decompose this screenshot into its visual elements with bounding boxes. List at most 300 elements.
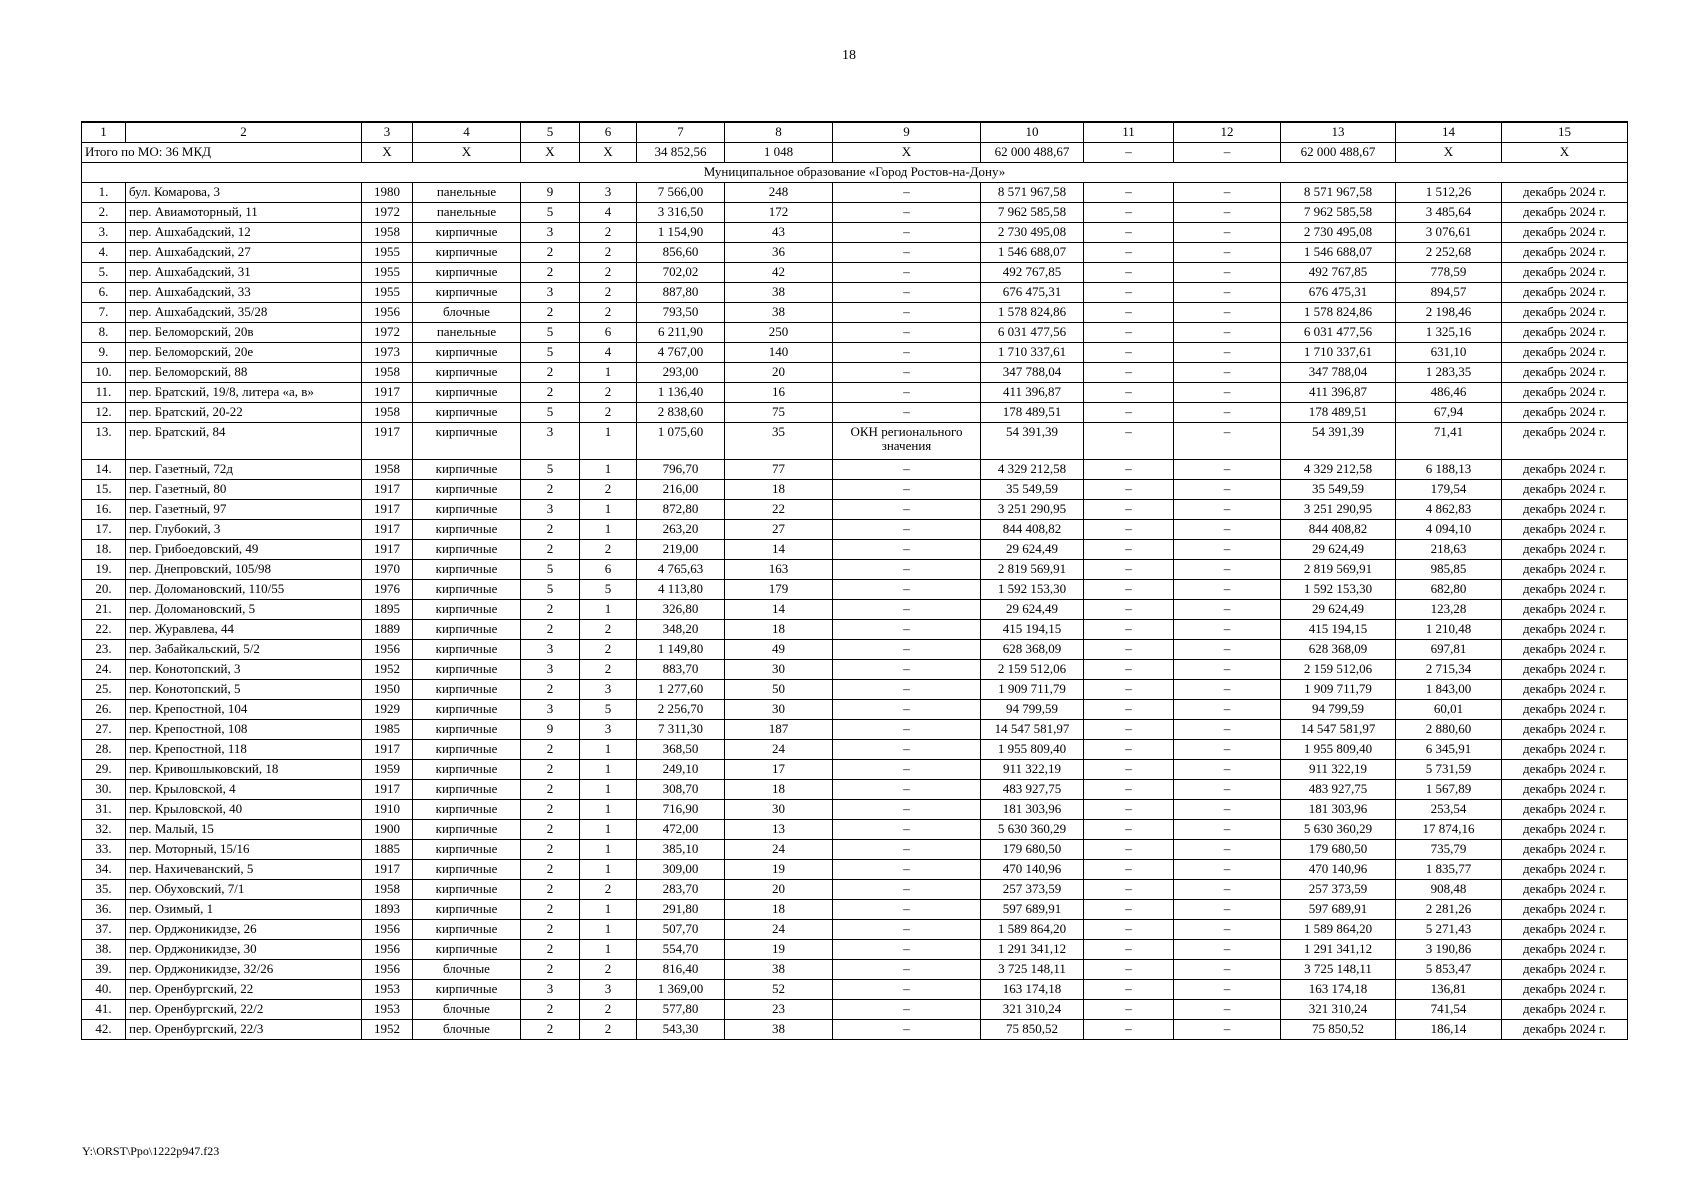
table-row [82,263,1628,283]
table-cell: 2 [580,283,637,303]
table-cell: пер. Орджоникидзе, 26 [126,920,362,940]
table-cell: блочные [413,960,521,980]
table-cell: 631,10 [1396,343,1502,363]
table-cell: – [1174,460,1281,480]
column-number-cell: 3 [362,122,413,143]
table-cell: 1973 [362,343,413,363]
table-cell: – [833,740,981,760]
table-cell: – [833,1020,981,1040]
table-row [82,283,1628,303]
table-cell: 2 [521,860,580,880]
table-cell: 75 850,52 [981,1020,1084,1040]
table-cell: 1953 [362,1000,413,1020]
table-cell: кирпичные [413,900,521,920]
table-cell: декабрь 2024 г. [1502,820,1628,840]
table-cell: декабрь 2024 г. [1502,800,1628,820]
table-cell: 8 571 967,58 [1281,183,1396,203]
table-cell: 9. [82,343,126,363]
table-cell: 18 [725,480,833,500]
table-cell: – [1174,203,1281,223]
table-cell: декабрь 2024 г. [1502,520,1628,540]
table-cell: 1 835,77 [1396,860,1502,880]
table-cell: 22. [82,620,126,640]
table-cell: – [1174,183,1281,203]
table-cell: – [1084,540,1174,560]
table-cell: 54 391,39 [1281,423,1396,460]
table-cell: 24. [82,660,126,680]
table-cell: декабрь 2024 г. [1502,640,1628,660]
table-cell: 1 592 153,30 [1281,580,1396,600]
table-cell: 1 592 153,30 [981,580,1084,600]
table-cell: пер. Крыловской, 40 [126,800,362,820]
table-cell: – [833,820,981,840]
table-cell: пер. Газетный, 80 [126,480,362,500]
table-cell: 1 [580,460,637,480]
table-cell: декабрь 2024 г. [1502,760,1628,780]
table-cell: 3 [521,283,580,303]
table-cell: 2 819 569,91 [1281,560,1396,580]
table-cell: – [1174,760,1281,780]
table-cell: 577,80 [637,1000,725,1020]
table-cell: – [833,900,981,920]
table-cell: кирпичные [413,580,521,600]
table-cell: 35 549,59 [1281,480,1396,500]
table-cell: 1 589 864,20 [1281,920,1396,940]
table-cell: 3 251 290,95 [981,500,1084,520]
table-cell: кирпичные [413,460,521,480]
table-cell: 94 799,59 [1281,700,1396,720]
table-cell: пер. Братский, 20-22 [126,403,362,423]
table-cell: – [1084,560,1174,580]
table-cell: 5 [521,403,580,423]
table-row [82,860,1628,880]
table-cell: – [833,283,981,303]
table-cell: 2 [521,940,580,960]
table-cell: 3 [580,680,637,700]
table-cell: – [833,920,981,940]
table-cell: – [1084,960,1174,980]
table-cell: 368,50 [637,740,725,760]
table-cell: 844 408,82 [981,520,1084,540]
table-cell: 41. [82,1000,126,1020]
total-label: Итого по МО: 36 МКД [82,143,362,163]
table-cell: 179 680,50 [981,840,1084,860]
table-cell: пер. Орджоникидзе, 32/26 [126,960,362,980]
table-cell: 1 578 824,86 [981,303,1084,323]
table-cell: 13 [725,820,833,840]
table-cell: 75 [725,403,833,423]
table-cell: 1955 [362,283,413,303]
table-cell: 2 [580,403,637,423]
table-cell: 2 [521,520,580,540]
table-cell: 5 [580,580,637,600]
table-cell: 17 [725,760,833,780]
column-number-cell: 10 [981,122,1084,143]
table-cell: 19 [725,860,833,880]
table-cell: 33. [82,840,126,860]
table-cell: 908,48 [1396,880,1502,900]
table-cell: пер. Ашхабадский, 31 [126,263,362,283]
total-cell: 34 852,56 [637,143,725,163]
column-number-cell: 14 [1396,122,1502,143]
table-cell: 18. [82,540,126,560]
table-cell: декабрь 2024 г. [1502,580,1628,600]
table-cell: кирпичные [413,343,521,363]
table-cell: 8. [82,323,126,343]
table-cell: 1956 [362,303,413,323]
table-cell: 911 322,19 [1281,760,1396,780]
table-cell: пер. Обуховский, 7/1 [126,880,362,900]
table-cell: декабрь 2024 г. [1502,183,1628,203]
total-cell: 1 048 [725,143,833,163]
table-cell: 3. [82,223,126,243]
table-cell: – [833,500,981,520]
table-cell: 347 788,04 [981,363,1084,383]
total-cell: Х [580,143,637,163]
table-cell: 3 [521,223,580,243]
table-cell: ОКН регионального значения [833,423,981,460]
table-cell: 67,94 [1396,403,1502,423]
table-cell: 3 [521,700,580,720]
table-cell: – [833,403,981,423]
table-cell: 1 546 688,07 [981,243,1084,263]
table-cell: – [1084,383,1174,403]
table-cell: – [1174,920,1281,940]
table-cell: пер. Доломановский, 5 [126,600,362,620]
table-cell: 1 149,80 [637,640,725,660]
table-row [82,880,1628,900]
table-row [82,460,1628,480]
table-cell: 628 368,09 [1281,640,1396,660]
table-cell: 4. [82,243,126,263]
table-cell: – [833,383,981,403]
table-cell: 2 [521,1020,580,1040]
table-cell: 1 136,40 [637,383,725,403]
table-cell: – [833,660,981,680]
table-cell: 887,80 [637,283,725,303]
table-cell: – [1174,263,1281,283]
table-cell: кирпичные [413,800,521,820]
table-cell: – [833,840,981,860]
table-cell: 2 [521,303,580,323]
table-cell: 3 [580,980,637,1000]
table-cell: 163 174,18 [981,980,1084,1000]
table-cell: 4 767,00 [637,343,725,363]
table-cell: пер. Оренбургский, 22/2 [126,1000,362,1020]
table-cell: 8 571 967,58 [981,183,1084,203]
table-cell: 1 710 337,61 [1281,343,1396,363]
table-row [82,540,1628,560]
table-cell: декабрь 2024 г. [1502,243,1628,263]
column-number-cell: 1 [82,122,126,143]
table-row [82,1020,1628,1040]
table-cell: кирпичные [413,980,521,1000]
table-row [82,640,1628,660]
table-cell: 186,14 [1396,1020,1502,1040]
table-cell: 17 874,16 [1396,820,1502,840]
table-cell: 36. [82,900,126,920]
table-cell: 472,00 [637,820,725,840]
table-cell: декабрь 2024 г. [1502,900,1628,920]
table-cell: 5 271,43 [1396,920,1502,940]
table-cell: 1956 [362,940,413,960]
table-cell: – [1084,283,1174,303]
table-cell: 1917 [362,480,413,500]
table-cell: – [1174,640,1281,660]
table-cell: 4 329 212,58 [1281,460,1396,480]
total-cell: – [1084,143,1174,163]
table-cell: 3 [580,183,637,203]
table-cell: декабрь 2024 г. [1502,980,1628,1000]
table-cell: 16 [725,383,833,403]
table-cell: – [1174,223,1281,243]
table-cell: блочные [413,303,521,323]
table-cell: 1 325,16 [1396,323,1502,343]
table-cell: пер. Ашхабадский, 27 [126,243,362,263]
table-cell: 216,00 [637,480,725,500]
table-cell: пер. Братский, 84 [126,423,362,460]
table-cell: 2 [521,920,580,940]
column-number-cell: 6 [580,122,637,143]
table-cell: – [833,1000,981,1020]
table-cell: – [833,880,981,900]
table-cell: 18 [725,900,833,920]
table-cell: декабрь 2024 г. [1502,860,1628,880]
table-cell: 42. [82,1020,126,1040]
table-cell: 309,00 [637,860,725,880]
total-cell: Х [1396,143,1502,163]
table-cell: – [1174,423,1281,460]
table-cell: 29 624,49 [1281,600,1396,620]
table-cell: 38 [725,303,833,323]
table-cell: 4 [580,343,637,363]
table-cell: 483 927,75 [1281,780,1396,800]
table-cell: – [833,203,981,223]
table-cell: – [1174,980,1281,1000]
table-cell: 1 [580,423,637,460]
table-cell: – [833,580,981,600]
table-cell: пер. Оренбургский, 22/3 [126,1020,362,1040]
table-cell: декабрь 2024 г. [1502,323,1628,343]
table-cell: бул. Комарова, 3 [126,183,362,203]
table-cell: 27 [725,520,833,540]
column-number-cell: 5 [521,122,580,143]
table-cell: 1 955 809,40 [981,740,1084,760]
table-cell: 2 [521,900,580,920]
table-cell: пер. Беломорский, 20е [126,343,362,363]
table-cell: 2 [580,263,637,283]
column-number-row [82,122,1628,143]
page-number: 18 [842,48,856,63]
table-cell: – [1174,860,1281,880]
table-cell: 16. [82,500,126,520]
table-cell: 28. [82,740,126,760]
table-cell: 36 [725,243,833,263]
table-cell: – [833,760,981,780]
table-cell: 1910 [362,800,413,820]
table-cell: 5 853,47 [1396,960,1502,980]
table-cell: 6. [82,283,126,303]
table-row [82,680,1628,700]
table-cell: 415 194,15 [1281,620,1396,640]
table-cell: 2 730 495,08 [981,223,1084,243]
table-cell: 6 211,90 [637,323,725,343]
table-cell: 3 [580,720,637,740]
table-cell: 321 310,24 [1281,1000,1396,1020]
table-cell: – [1084,343,1174,363]
table-cell: пер. Грибоедовский, 49 [126,540,362,560]
table-cell: – [1174,960,1281,980]
table-cell: кирпичные [413,403,521,423]
table-cell: 735,79 [1396,840,1502,860]
table-cell: 140 [725,343,833,363]
table-cell: пер. Газетный, 97 [126,500,362,520]
table-cell: 741,54 [1396,1000,1502,1020]
table-cell: кирпичные [413,540,521,560]
table-cell: 1. [82,183,126,203]
table-cell: 543,30 [637,1020,725,1040]
table-cell: – [1174,940,1281,960]
table-cell: 1955 [362,243,413,263]
table-cell: 2 715,34 [1396,660,1502,680]
table-cell: – [1084,720,1174,740]
table-cell: 5 630 360,29 [981,820,1084,840]
table-cell: кирпичные [413,480,521,500]
table-row [82,243,1628,263]
table-cell: декабрь 2024 г. [1502,303,1628,323]
table-cell: – [1084,500,1174,520]
table-cell: 4 [580,203,637,223]
table-cell: 7. [82,303,126,323]
table-cell: декабрь 2024 г. [1502,540,1628,560]
table-cell: 291,80 [637,900,725,920]
table-cell: – [833,540,981,560]
table-cell: декабрь 2024 г. [1502,1000,1628,1020]
table-cell: 2. [82,203,126,223]
table-cell: кирпичные [413,383,521,403]
table-cell: декабрь 2024 г. [1502,780,1628,800]
table-cell: 10. [82,363,126,383]
table-cell: декабрь 2024 г. [1502,480,1628,500]
table-cell: 178 489,51 [1281,403,1396,423]
table-cell: пер. Журавлева, 44 [126,620,362,640]
table-cell: 2 [521,480,580,500]
table-cell: кирпичные [413,560,521,580]
table-cell: 2 252,68 [1396,243,1502,263]
table-cell: – [1174,680,1281,700]
column-number-cell: 4 [413,122,521,143]
table-row [82,343,1628,363]
table-cell: 883,70 [637,660,725,680]
column-number-cell: 13 [1281,122,1396,143]
table-cell: – [1084,980,1174,1000]
table-cell: 219,00 [637,540,725,560]
table-cell: 597 689,91 [1281,900,1396,920]
table-cell: – [1084,183,1174,203]
table-cell: 1 277,60 [637,680,725,700]
table-cell: пер. Крепостной, 118 [126,740,362,760]
table-cell: 2 [521,960,580,980]
table-cell: 2 198,46 [1396,303,1502,323]
table-cell: пер. Малый, 15 [126,820,362,840]
table-cell: – [1084,520,1174,540]
table-cell: кирпичные [413,680,521,700]
table-cell: 50 [725,680,833,700]
table-cell: 3 316,50 [637,203,725,223]
table-cell: – [1084,323,1174,343]
column-number-cell: 15 [1502,122,1628,143]
table-cell: 2 838,60 [637,403,725,423]
table-cell: кирпичные [413,660,521,680]
table-cell: 2 [580,960,637,980]
table-cell: 30. [82,780,126,800]
table-cell: 257 373,59 [981,880,1084,900]
table-cell: 29 624,49 [1281,540,1396,560]
table-cell: 2 [580,640,637,660]
table-cell: 1 283,35 [1396,363,1502,383]
table-cell: 123,28 [1396,600,1502,620]
table-row [82,940,1628,960]
table-cell: – [833,303,981,323]
table-cell: 75 850,52 [1281,1020,1396,1040]
table-row [82,700,1628,720]
table-cell: 29 624,49 [981,540,1084,560]
table-cell: пер. Ашхабадский, 35/28 [126,303,362,323]
table-cell: – [833,720,981,740]
table-cell: декабрь 2024 г. [1502,600,1628,620]
table-cell: 24 [725,840,833,860]
table-cell: 7 566,00 [637,183,725,203]
table-cell: 985,85 [1396,560,1502,580]
table-cell: 1 [580,940,637,960]
table-cell: – [1084,820,1174,840]
table-cell: – [1174,1000,1281,1020]
table-cell: кирпичные [413,640,521,660]
table-cell: 1 369,00 [637,980,725,1000]
table-cell: декабрь 2024 г. [1502,660,1628,680]
table-cell: декабрь 2024 г. [1502,460,1628,480]
section-title: Муниципальное образование «Город Ростов-на-Дону» [82,163,1628,183]
table-cell: – [1174,900,1281,920]
table-cell: декабрь 2024 г. [1502,203,1628,223]
table-cell: 29 624,49 [981,600,1084,620]
table-cell: 263,20 [637,520,725,540]
table-cell: 1 [580,800,637,820]
table-cell: декабрь 2024 г. [1502,500,1628,520]
table-cell: кирпичные [413,520,521,540]
table-cell: – [1084,263,1174,283]
table-cell: – [1084,860,1174,880]
table-cell: 1917 [362,520,413,540]
table-cell: 5 [521,580,580,600]
table-cell: 15. [82,480,126,500]
table-cell: 3 076,61 [1396,223,1502,243]
table-cell: 2 [580,223,637,243]
table-cell: 32. [82,820,126,840]
table-row [82,520,1628,540]
table-cell: – [1084,243,1174,263]
table-cell: 2 [580,1020,637,1040]
table-cell: 2 [521,243,580,263]
table-row [82,740,1628,760]
table-row [82,580,1628,600]
table-cell: кирпичные [413,940,521,960]
table-cell: 5 731,59 [1396,760,1502,780]
table-cell: – [1084,880,1174,900]
table-cell: 2 [580,480,637,500]
table-cell: 597 689,91 [981,900,1084,920]
table-cell: пер. Моторный, 15/16 [126,840,362,860]
